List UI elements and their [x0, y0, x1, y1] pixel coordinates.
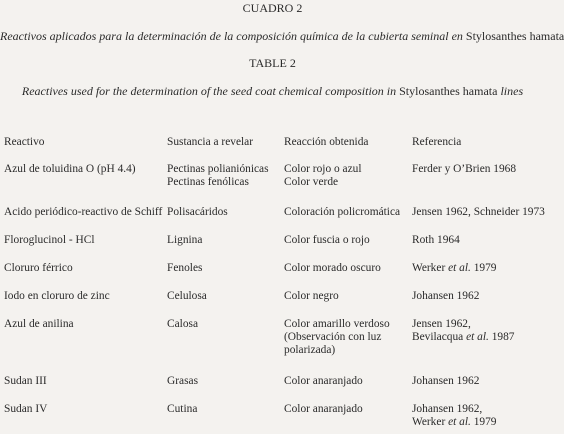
cell-line: Azul de toluidina O (pH 4.4): [4, 163, 136, 175]
cell-line: Acido periódico-reactivo de Schiff: [4, 206, 163, 218]
cell-line: Color rojo o azul: [284, 163, 362, 175]
cell-sustancia: [167, 375, 198, 388]
cell-line: Johansen 1962: [412, 375, 480, 387]
cell-sustancia: [167, 234, 202, 247]
cell-line: Calosa: [167, 318, 199, 330]
header-reaccion: Reacción obtenida: [284, 136, 369, 148]
cell-reaccion: [284, 318, 390, 357]
cell-sustancia: [167, 403, 197, 416]
cell-reaccion: [284, 290, 339, 303]
header-reactivo: Reactivo: [4, 136, 45, 148]
subtitle-es-species: Stylosanthes hamata: [465, 29, 564, 43]
cell-referencia: [412, 262, 497, 275]
cell-referencia: [412, 206, 545, 219]
header-sustancia: Sustancia a revelar: [167, 136, 254, 148]
cell-line: polarizada): [284, 344, 336, 356]
cell-line: Color anaranjado: [284, 375, 363, 387]
cell-line: Pectinas fenólicas: [167, 176, 249, 188]
cell-line: Jensen 1962,: [412, 318, 471, 330]
subtitle-en-text: Reactives used for the determination of the seed coat chemical composition in: [21, 84, 397, 98]
cell-line: Jensen 1962, Schneider 1973: [412, 206, 545, 218]
cell-reactivo: [4, 163, 136, 176]
cell-line: Werker et al. 1979: [412, 262, 497, 274]
cell-line: Johansen 1962: [412, 290, 480, 302]
cell-line: Sudan IV: [4, 403, 48, 415]
table-subtitle-es: [0, 29, 564, 43]
cell-line: Ferder y O’Brien 1968: [412, 163, 517, 175]
cell-reactivo: [4, 318, 74, 331]
cell-line: Polisacáridos: [167, 206, 228, 218]
cell-sustancia: [167, 206, 228, 219]
subtitle-es-text: Reactivos aplicados para la determinación de la composición química de la cubierta seminal en: [0, 29, 463, 43]
cell-line: Pectinas polianiónicas: [167, 163, 269, 175]
cell-line: Iodo en cloruro de zinc: [4, 290, 110, 302]
cell-line: Color morado oscuro: [284, 262, 381, 274]
cell-reactivo: [4, 290, 110, 303]
cell-referencia: [412, 163, 516, 176]
cell-line: Color verde: [284, 176, 339, 188]
cell-referencia: [412, 375, 479, 388]
cell-reaccion: [284, 206, 400, 219]
cell-line: Color anaranjado: [284, 403, 363, 415]
cell-referencia: [412, 290, 479, 303]
cell-line: (Observación con luz: [284, 331, 382, 343]
cell-reaccion: [284, 234, 370, 247]
cell-reactivo: [4, 234, 95, 247]
cell-line: Lignina: [167, 234, 203, 246]
cell-referencia: [412, 403, 497, 429]
cell-sustancia: [167, 163, 269, 189]
cell-line: Cloruro férrico: [4, 262, 73, 274]
cell-line: Color amarillo verdoso: [284, 318, 390, 330]
cell-sustancia: [167, 290, 207, 303]
table-subtitle-en: [0, 84, 545, 98]
cell-line: Roth 1964: [412, 234, 460, 246]
cell-reaccion: [284, 163, 362, 189]
cell-line: Azul de anilina: [4, 318, 74, 330]
cell-reactivo: [4, 206, 162, 219]
table-title-en: TABLE 2: [249, 56, 296, 70]
subtitle-en-species: Stylosanthes hamata: [399, 84, 498, 98]
header-referencia: Referencia: [412, 136, 462, 148]
cell-referencia: [412, 318, 515, 344]
cell-line: Grasas: [167, 375, 198, 387]
cell-sustancia: [167, 318, 198, 331]
cell-line: Johansen 1962,: [412, 403, 483, 415]
cell-line: Color fuscia o rojo: [284, 234, 370, 246]
cell-reactivo: [4, 403, 47, 416]
cell-line: Color negro: [284, 290, 339, 302]
cell-line: Fenoles: [167, 262, 203, 274]
cell-line: Floroglucinol - HCl: [4, 234, 95, 246]
cell-reactivo: [4, 262, 73, 275]
cell-line: Werker et al. 1979: [412, 416, 497, 428]
cell-reactivo: [4, 375, 47, 388]
subtitle-en-tail: lines: [500, 84, 524, 98]
cell-line: Celulosa: [167, 290, 207, 302]
table-title-es: CUADRO 2: [242, 1, 303, 15]
cell-sustancia: [167, 262, 202, 275]
cell-line: Cutina: [167, 403, 198, 415]
cell-line: Bevilacqua et al. 1987: [412, 331, 515, 343]
cell-reaccion: [284, 375, 363, 388]
cell-referencia: [412, 234, 460, 247]
cell-reaccion: [284, 262, 381, 275]
cell-reaccion: [284, 403, 363, 416]
cell-line: Sudan III: [4, 375, 47, 387]
cell-line: Coloración policromática: [284, 206, 401, 218]
